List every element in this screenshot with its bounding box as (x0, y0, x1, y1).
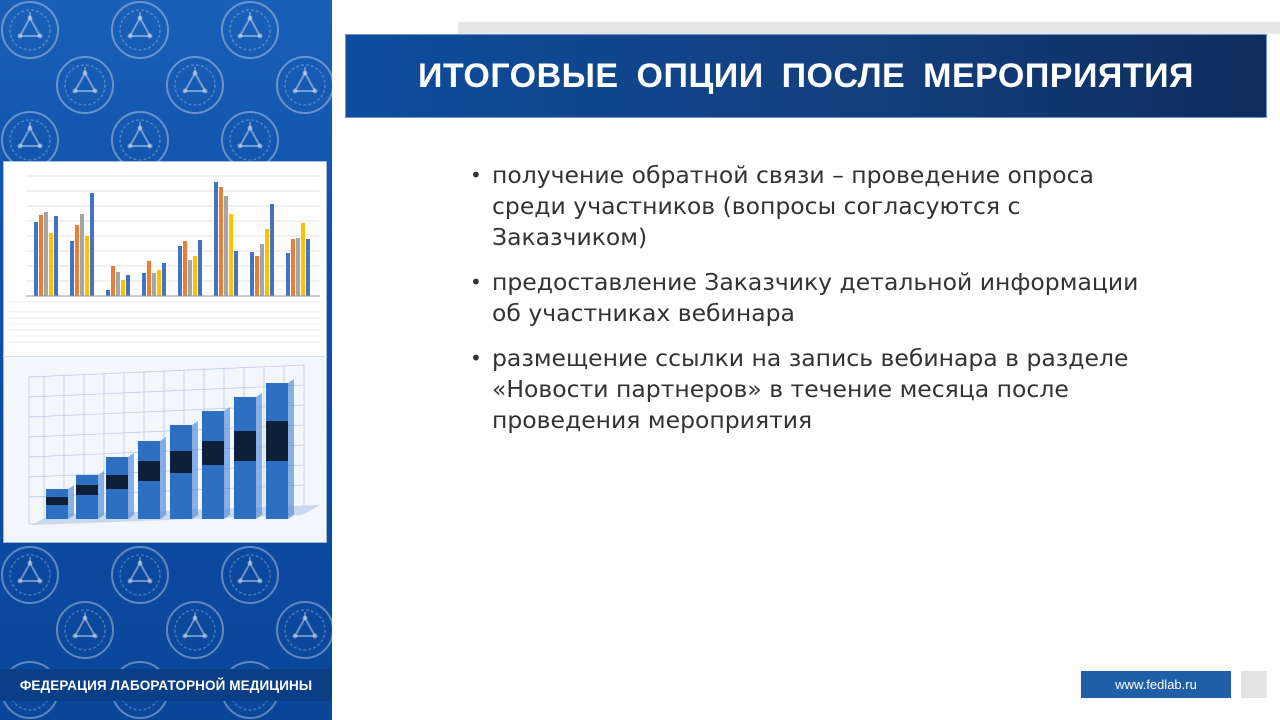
bullet-text: размещение ссылки на запись вебинара в разделе «Новости партнеров» в течение месяца после проведения мероприятия (492, 344, 1129, 434)
bar-chart-thumbnail-graphic (4, 162, 326, 356)
bar-chart-thumbnail (4, 162, 326, 356)
emblem-row-1 (2, 2, 332, 168)
brand-label: ФЕДЕРАЦИЯ ЛАБОРАТОРНОЙ МЕДИЦИНЫ (0, 669, 332, 701)
page-number-box (1241, 671, 1267, 698)
title-banner (345, 34, 1267, 118)
3d-bar-graphic (4, 357, 326, 542)
bullet-text: предоставление Заказчику детальной информации об участниках вебинара (492, 268, 1139, 327)
3d-bar-graphic-image (4, 357, 326, 542)
bullet-dot-icon: • (470, 346, 482, 370)
bullet-dot-icon: • (470, 270, 482, 294)
bullet-item (470, 160, 1170, 253)
bullet-list (470, 160, 1170, 450)
website-link[interactable]: www.fedlab.ru (1081, 671, 1231, 698)
bullet-item (470, 343, 1170, 436)
sidebar-panel (0, 0, 332, 720)
bullet-text: получение обратной связи – проведение опроса среди участников (вопросы согласуются с Заказчиком) (492, 161, 1094, 251)
bullet-item (470, 267, 1170, 329)
slide-title: ИТОГОВЫЕ ОПЦИИ ПОСЛЕ МЕРОПРИЯТИЯ (418, 56, 1194, 95)
bullet-dot-icon: • (470, 163, 482, 187)
title-accent-bar (458, 22, 1280, 34)
